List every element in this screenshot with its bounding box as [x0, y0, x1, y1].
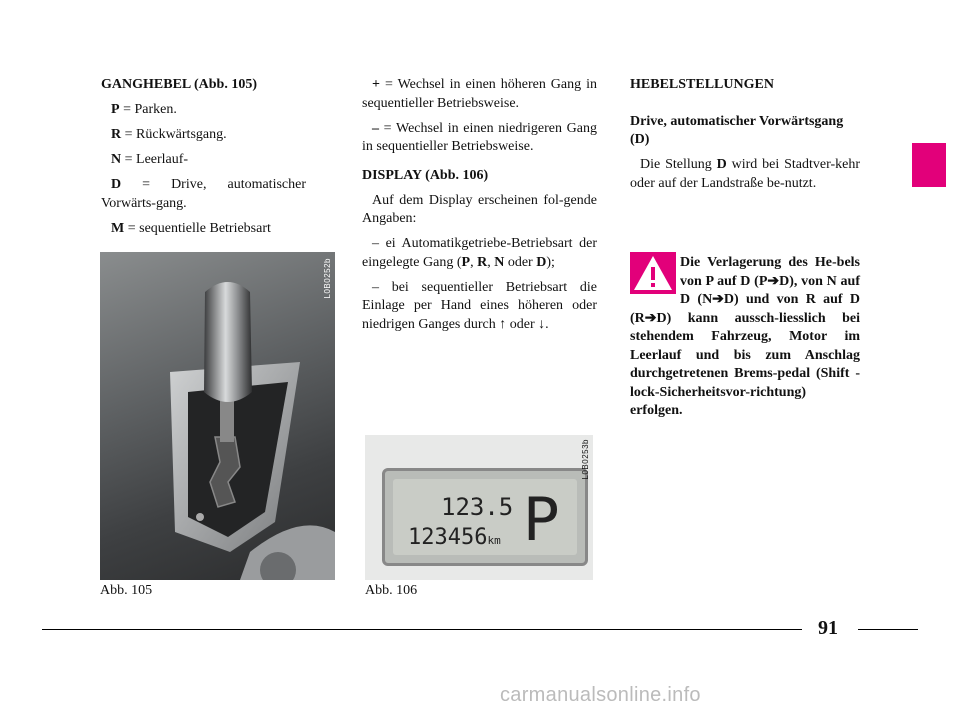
section-tab [912, 143, 946, 187]
lcd-display [382, 468, 588, 566]
heading-lever-positions: HEBELSTELLUNGEN [630, 77, 774, 92]
lcd-odometer: 123456km [408, 525, 501, 550]
warning-text: Die Verlagerung des He-bels von P auf D (P➔D), von N auf D (N➔D) und von R auf D (R➔D) kann aussch-liesslich bei stehendem Fahrzeug, Motor im Leerlauf und bis zum Anschlag durchgetretenen Brems-pedal (Shift - lock-Sicherheitsvor-richtung) erfolgen. [630, 255, 860, 418]
lcd-gear-indicator: P [522, 485, 559, 555]
item-d: D = Drive, automatischer Vorwärts-gang. [101, 177, 306, 211]
figure-gear-lever [100, 252, 335, 580]
subheading-drive: Drive, automatischer Vorwärtsgang (D) [630, 113, 844, 147]
heading-display: DISPLAY (Abb. 106) [362, 167, 489, 183]
footer-rule-right [858, 629, 918, 630]
plus-line: + = Wechsel in einen höheren Gang in sequentieller Betriebsweise. [362, 77, 597, 111]
drive-body: Die Stellung D wird bei Stadtver-kehr oder auf der Landstraße be-nutzt. [630, 157, 860, 191]
column-lever-positions [630, 76, 860, 200]
column-gear-lever [101, 76, 306, 245]
item-r: R = Rückwärtsgang. [111, 127, 227, 142]
heading-gear-lever: GANGHEBEL (Abb. 105) [101, 77, 257, 92]
caption-105: Abb. 105 [100, 583, 153, 598]
item-p: P = Parken. [111, 102, 177, 117]
lcd-trip-value: 123.5 [441, 493, 514, 521]
caption-106: Abb. 106 [365, 583, 418, 598]
figure-display [365, 435, 593, 580]
footer-rule-left [42, 629, 802, 630]
figure-code-106: L0B0253b [581, 439, 590, 480]
item-m: M = sequentielle Betriebsart [111, 220, 271, 236]
watermark: carmanualsonline.info [500, 684, 701, 706]
arrow-down-icon: ↓ [538, 316, 546, 332]
column-display [362, 76, 597, 341]
gear-lever-illustration [100, 252, 335, 580]
minus-line: – = Wechsel in einen niedrigeren Gang in sequentieller Betriebsweise. [362, 120, 597, 154]
item-n: N = Leerlauf- [111, 152, 189, 167]
display-intro: Auf dem Display erscheinen fol-gende Angaben: [362, 192, 597, 226]
page-number: 91 [818, 617, 838, 639]
display-bullet-2: – bei sequentieller Betriebsart die Einlage per Hand eines höheren oder niedrigen Ganges durch ↑ oder ↓. [362, 279, 597, 332]
display-bullet-1: – ei Automatikgetriebe-Betriebsart der eingelegte Gang (P, R, N oder D); [362, 236, 597, 270]
figure-code-105: L0B0252b [323, 258, 332, 299]
arrow-up-icon: ↑ [499, 316, 507, 332]
